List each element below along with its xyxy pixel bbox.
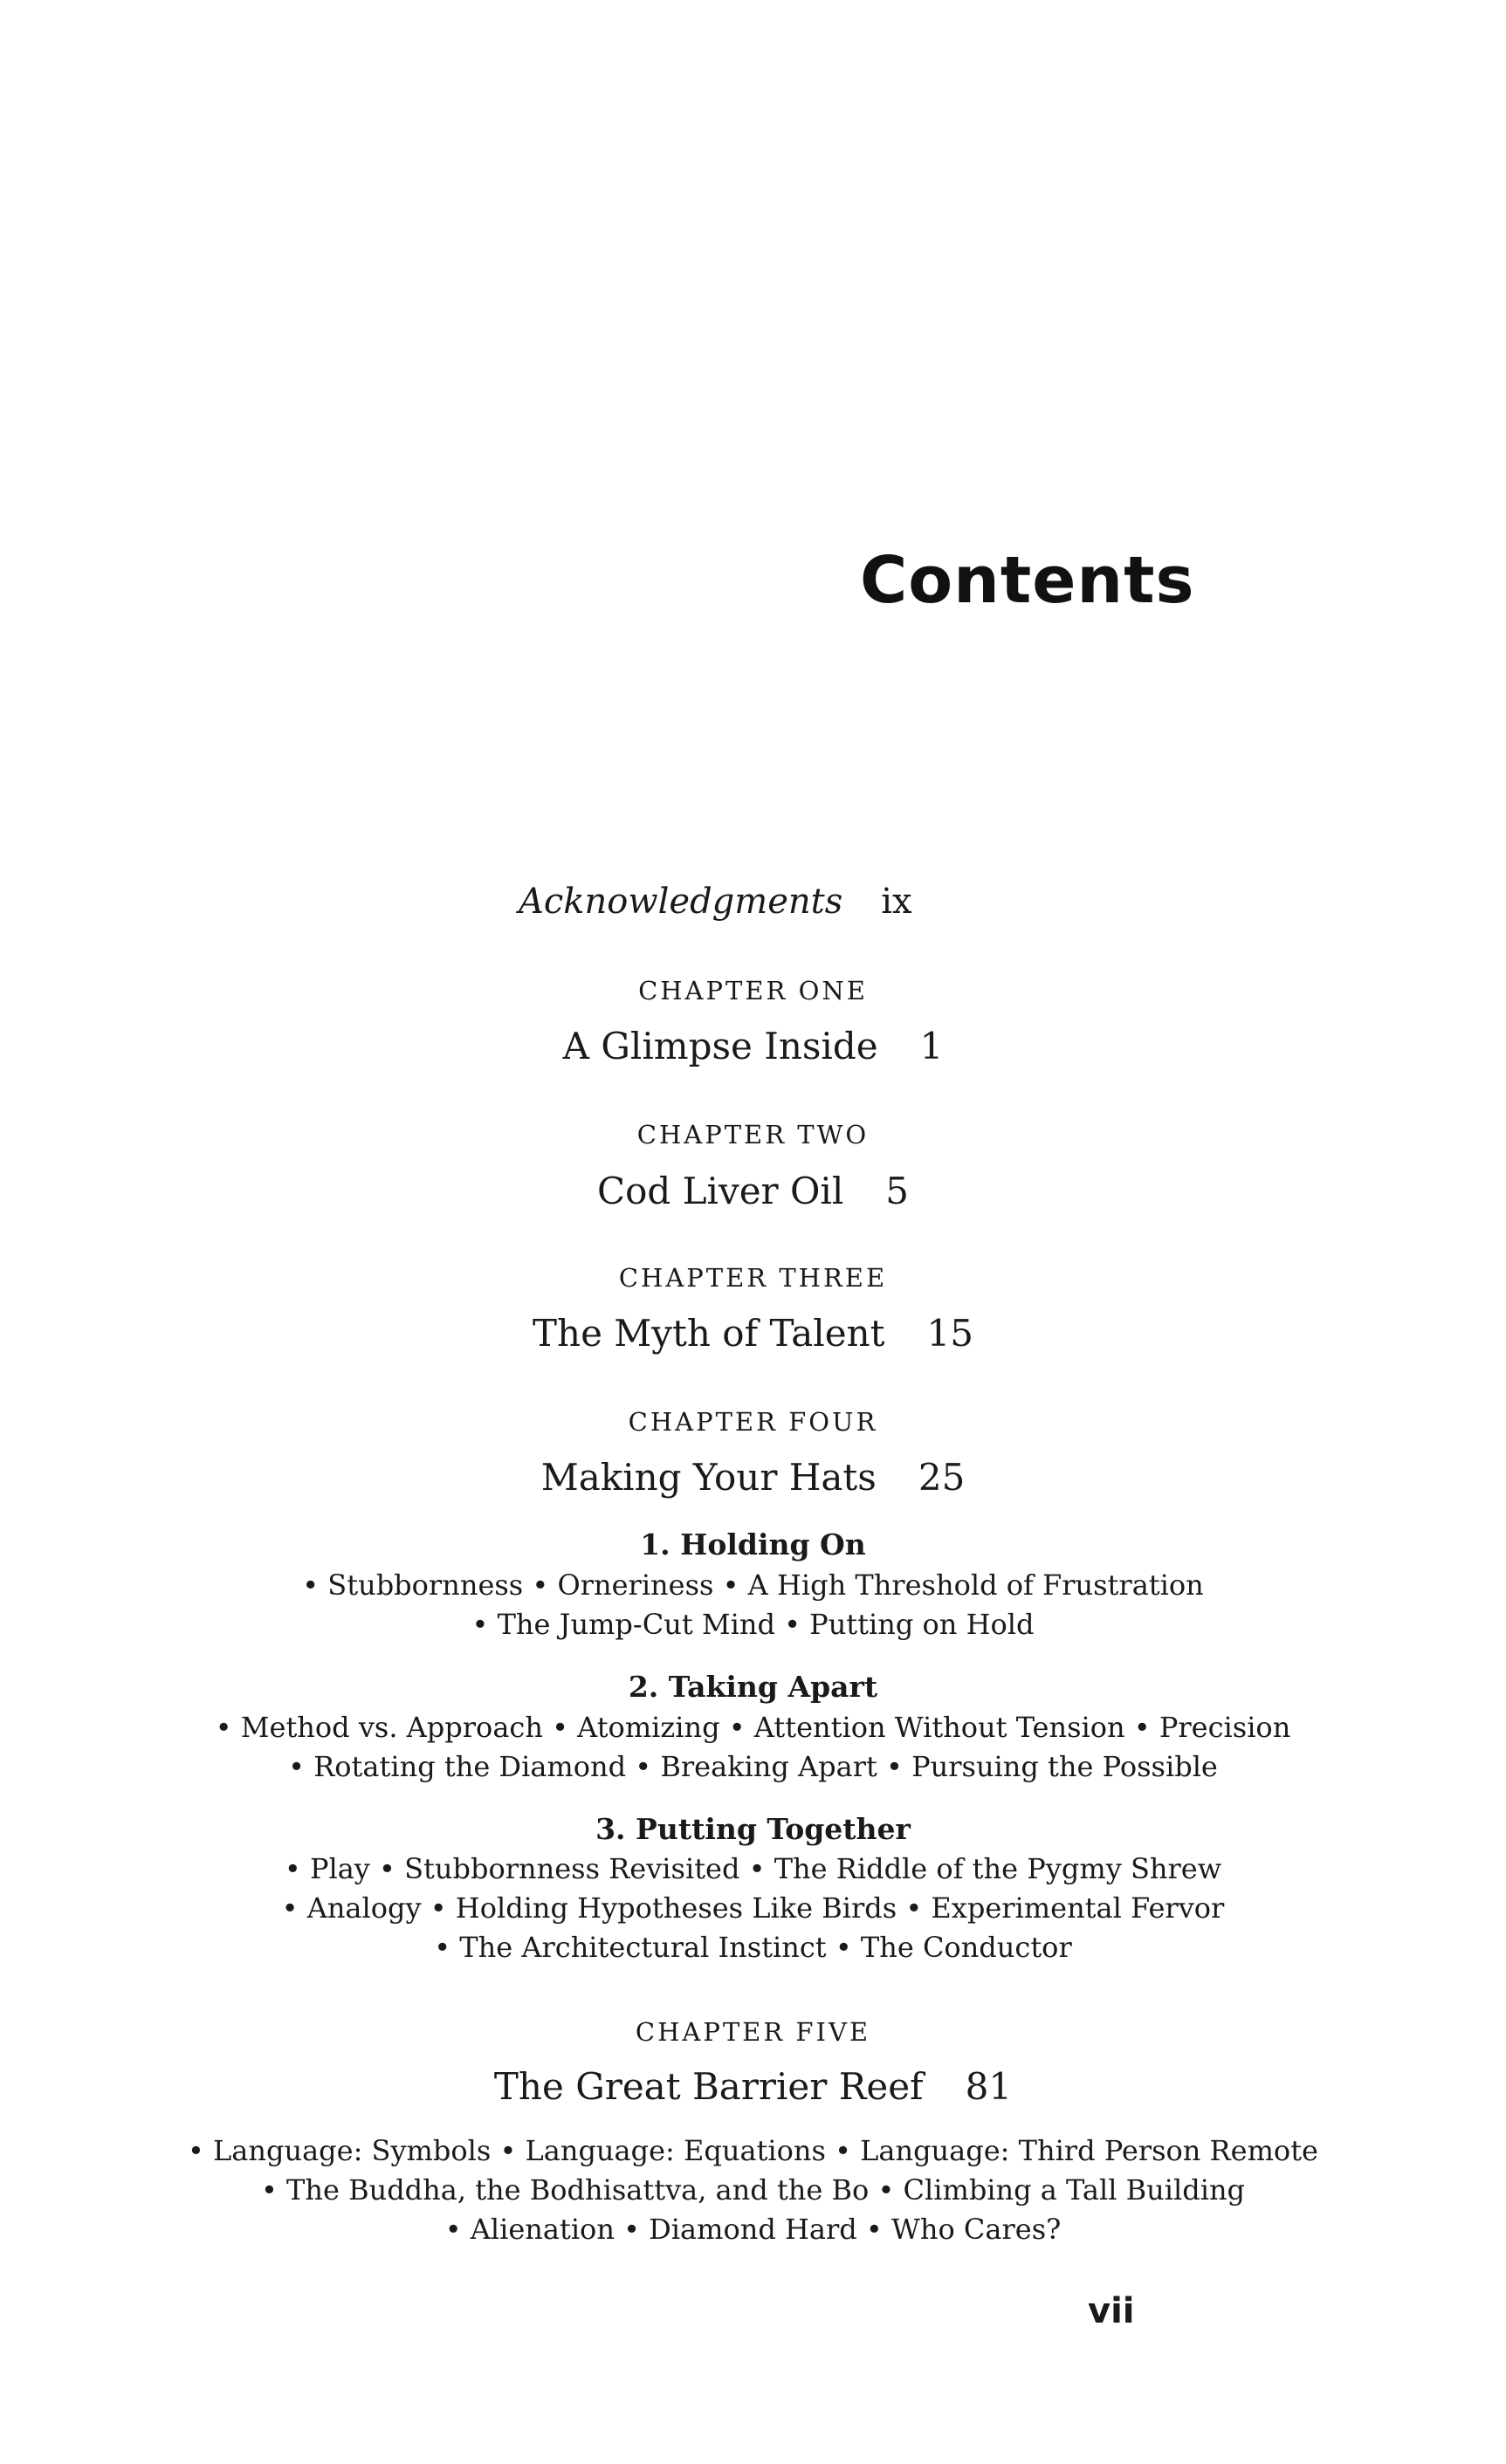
- topic-line: • Play • Stubbornness Revisited • The Riddle of the Pygmy Shrew: [284, 1852, 1222, 1885]
- toc-entry-chapter-four[interactable]: [0, 1456, 1506, 1499]
- toc-entry-chapter-two[interactable]: [0, 1170, 1506, 1212]
- toc-page-number: 5: [885, 1170, 910, 1212]
- chapter-label: CHAPTER FIVE: [635, 2017, 871, 2047]
- toc-entry-chapter-five[interactable]: [0, 2065, 1506, 2108]
- topic-line: • Stubbornness • Orneriness • A High Threshold of Frustration: [302, 1568, 1204, 1602]
- topic-line: • Alienation • Diamond Hard • Who Cares?: [444, 2213, 1062, 2246]
- chapter-label: CHAPTER FOUR: [628, 1407, 878, 1437]
- toc-entry-title: The Myth of Talent: [533, 1312, 885, 1355]
- section-heading: 3. Putting Together: [595, 1812, 911, 1846]
- topic-line: • The Buddha, the Bodhisattva, and the Bo • Climbing a Tall Building: [260, 2173, 1246, 2207]
- toc-entry-title: Cod Liver Oil: [596, 1170, 844, 1212]
- topic-line: • The Jump-Cut Mind • Putting on Hold: [471, 1608, 1035, 1641]
- toc-entry-title: Acknowledgments: [519, 882, 843, 922]
- topic-line: • Method vs. Approach • Atomizing • Attention Without Tension • Precision: [215, 1711, 1291, 1744]
- page-title: Contents: [860, 543, 1195, 618]
- toc-page-number: 81: [965, 2065, 1013, 2108]
- topic-line: • The Architectural Instinct • The Conductor: [434, 1931, 1072, 1964]
- toc-page-number: 1: [919, 1025, 944, 1067]
- toc-entry-acknowledgments[interactable]: [519, 882, 912, 922]
- toc-entry-chapter-three[interactable]: [0, 1312, 1506, 1355]
- toc-page-number: ix: [881, 882, 912, 922]
- chapter-label: CHAPTER ONE: [638, 976, 868, 1006]
- toc-page-number: 25: [918, 1456, 966, 1499]
- page-folio: vii: [1088, 2291, 1135, 2331]
- toc-entry-chapter-one[interactable]: [0, 1025, 1506, 1067]
- toc-entry-title: A Glimpse Inside: [562, 1025, 878, 1067]
- topic-line: • Language: Symbols • Language: Equations • Language: Third Person Remote: [188, 2134, 1318, 2167]
- section-heading: 1. Holding On: [640, 1527, 866, 1561]
- toc-page-number: 15: [926, 1312, 973, 1355]
- section-heading: 2. Taking Apart: [628, 1670, 878, 1704]
- chapter-label: CHAPTER TWO: [636, 1120, 870, 1150]
- topic-line: • Rotating the Diamond • Breaking Apart • Pursuing the Possible: [288, 1750, 1218, 1783]
- toc-entry-title: The Great Barrier Reef: [493, 2065, 924, 2108]
- toc-entry-title: Making Your Hats: [540, 1456, 877, 1499]
- topic-line: • Analogy • Holding Hypotheses Like Birds • Experimental Fervor: [281, 1891, 1225, 1925]
- chapter-label: CHAPTER THREE: [618, 1263, 888, 1293]
